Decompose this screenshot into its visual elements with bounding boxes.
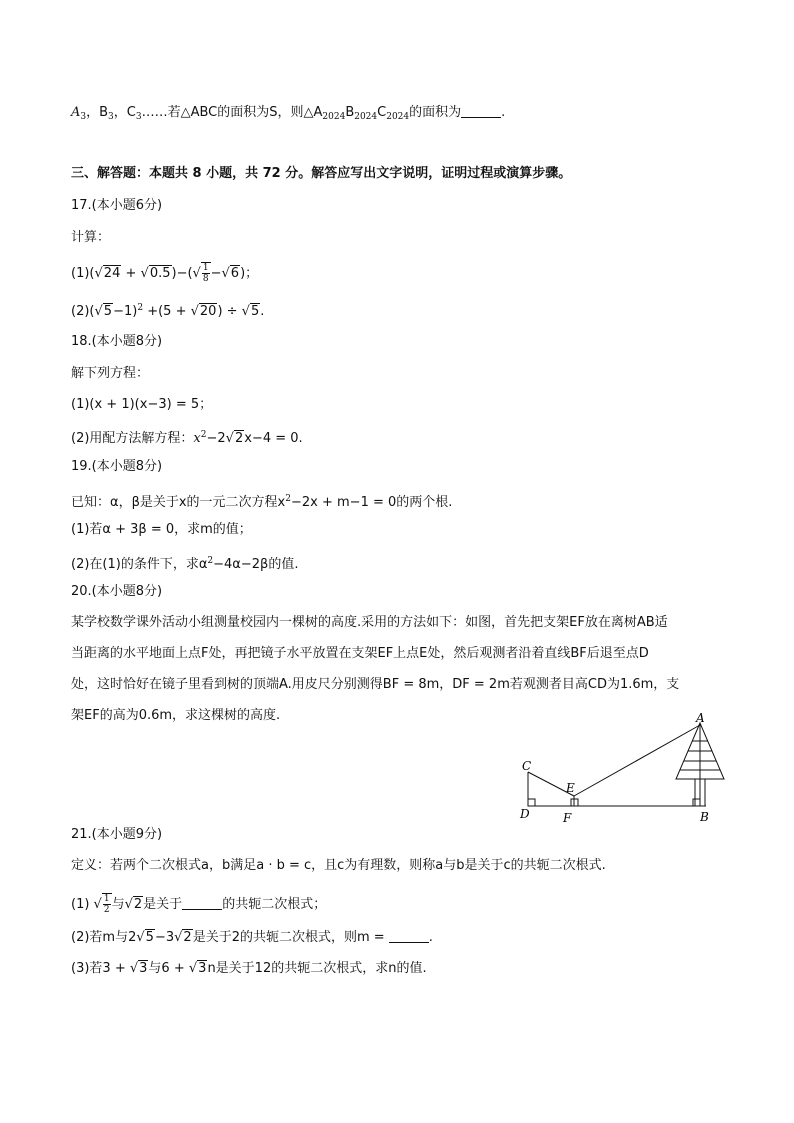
- q21-definition: 定义：若两个二次根式a，b满足a · b = c，且c为有理数，则称a与b是关于c的共轭二次根式.: [71, 858, 606, 873]
- sight-line-ea: [574, 725, 700, 796]
- fraction: $\frac{1}{2}$: [103, 894, 110, 915]
- q20-line-4: 架EF的高为0.6m，求这棵树的高度.: [71, 708, 281, 723]
- q21-part3: (3)若3 + √3与6 + √3n是关于12的共轭二次根式，求n的值.: [71, 961, 427, 976]
- q21-header: 21.(本小题9分): [71, 827, 163, 842]
- label-b: B: [700, 810, 709, 824]
- label-e: E: [566, 781, 575, 795]
- q21-part1: (1) √ $\frac{1}{2}$ 与√2是关于 的共轭二次根式；: [71, 894, 327, 915]
- answer-blank[interactable]: [389, 930, 429, 943]
- q19-header: 19.(本小题8分): [71, 459, 163, 474]
- q19-part2: (2)在(1)的条件下，求$\alpha^2-4\alpha-2\beta$的值.: [71, 556, 299, 572]
- q21-part2: (2)若m与2√5−3√2是关于2的共轭二次根式，则m = .: [71, 930, 433, 945]
- q17-intro: 计算：: [71, 230, 111, 245]
- fraction: $\frac{1}{8}$: [202, 263, 209, 284]
- sight-line-ce: [528, 772, 574, 796]
- right-angle-b: [693, 799, 700, 806]
- tree-crown: [676, 723, 724, 779]
- q18-part1: (1)(x + 1)(x−3) = 5；: [71, 397, 213, 412]
- label-d: D: [520, 807, 530, 821]
- q17-part1: (1)(√24 + √0.5)−(√ $\frac{1}{8}$ −√6)；: [71, 263, 259, 284]
- q20-line-3: 处，这时恰好在镜子里看到树的顶端A.用皮尺分别测得BF = 8m，DF = 2m若观测者目高CD为1.6m，支: [71, 677, 680, 692]
- q20-line-1: 某学校数学课外活动小组测量校园内一棵树的高度.采用的方法如下：如图，首先把支架EF放在离树AB适: [71, 615, 668, 630]
- answer-blank[interactable]: [182, 897, 222, 910]
- label-c: C: [522, 759, 532, 773]
- q18-part2: (2)用配方法解方程：$x^2-2√2x-4 = 0$.: [71, 430, 303, 446]
- q19-intro: 已知：α，β是关于x的一元二次方程$x^2-2x + m-1 = 0$的两个根.: [71, 494, 453, 510]
- label-f: F: [563, 811, 572, 825]
- right-angle-d: [528, 799, 535, 806]
- label-a: A: [696, 711, 705, 725]
- answer-blank[interactable]: [461, 105, 501, 118]
- q19-part1: (1)若α + 3β = 0，求m的值；: [71, 522, 252, 537]
- q17-header: 17.(本小题6分): [71, 198, 163, 213]
- q18-header: 18.(本小题8分): [71, 334, 163, 349]
- q17-part2: $(2)(√5-1)^2 +(5 + √20) \div √5$.: [71, 303, 265, 319]
- q20-line-2: 当距离的水平地面上点F处，再把镜子水平放置在支架EF上点E处，然后观测者沿着直线BF后退至点D: [71, 646, 649, 661]
- q20-header: 20.(本小题8分): [71, 584, 163, 599]
- q18-intro: 解下列方程：: [71, 366, 150, 381]
- mirror-e: [571, 799, 578, 806]
- q16-tail: $A_3$，$B_3$，$C_3\dots\dots$若△ABC的面积为S，则$\triangle A_{2024}B_{2024}C_{2024}$的面积为 .: [71, 105, 506, 122]
- section-heading: 三、解答题：本题共 8 小题，共 72 分。解答应写出文字说明，证明过程或演算步骤。: [71, 166, 572, 181]
